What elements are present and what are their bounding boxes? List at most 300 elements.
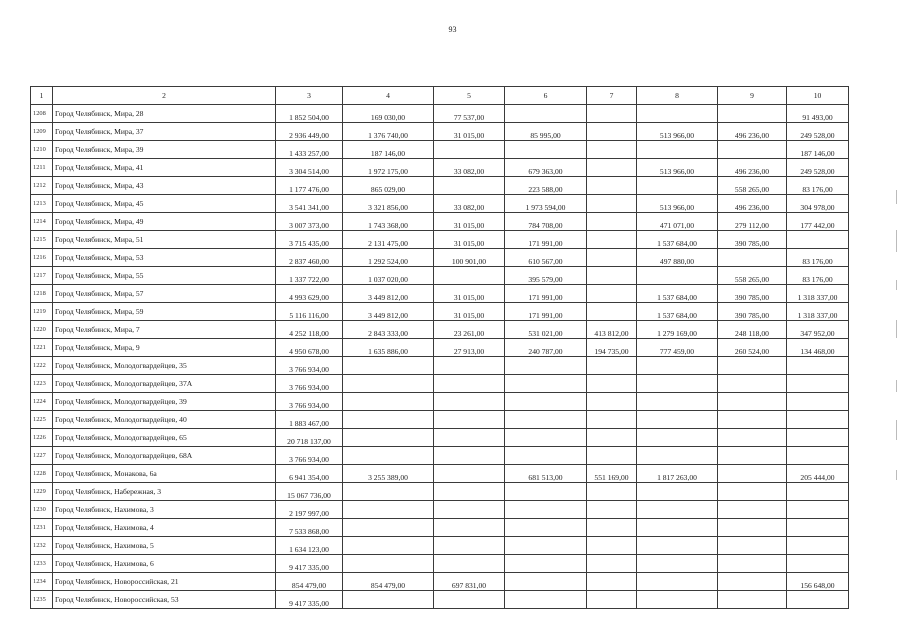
address-cell: Город Челябинск, Мира, 41 <box>53 159 276 177</box>
row-number-cell: 1234 <box>31 573 53 591</box>
value-col-3-cell: 3 304 514,00 <box>276 159 343 177</box>
table-row <box>31 141 849 159</box>
table-row <box>31 555 849 573</box>
value-col-9-cell <box>718 555 787 573</box>
value-col-9-cell: 390 785,00 <box>718 231 787 249</box>
row-number-cell: 1232 <box>31 537 53 555</box>
value-col-8-cell: 513 966,00 <box>637 159 718 177</box>
value-col-10-cell: 249 528,00 <box>787 123 849 141</box>
value-col-8-cell <box>637 555 718 573</box>
table-row <box>31 123 849 141</box>
value-col-6-cell <box>505 393 587 411</box>
value-col-10-cell <box>787 483 849 501</box>
value-col-10-cell: 156 648,00 <box>787 573 849 591</box>
value-col-3-cell: 3 541 341,00 <box>276 195 343 213</box>
address-cell: Город Челябинск, Молодогвардейцев, 37А <box>53 375 276 393</box>
value-col-10-cell: 304 978,00 <box>787 195 849 213</box>
value-col-10-cell: 1 318 337,00 <box>787 285 849 303</box>
value-col-6-cell: 171 991,00 <box>505 231 587 249</box>
value-col-5-cell <box>434 501 505 519</box>
table-row <box>31 303 849 321</box>
row-number-cell: 1235 <box>31 591 53 609</box>
value-col-4-cell: 1 037 020,00 <box>343 267 434 285</box>
table-row <box>31 195 849 213</box>
value-col-10-cell <box>787 375 849 393</box>
value-col-6-cell: 171 991,00 <box>505 303 587 321</box>
value-col-9-cell <box>718 591 787 609</box>
address-cell: Город Челябинск, Мира, 28 <box>53 105 276 123</box>
value-col-3-cell: 3 007 373,00 <box>276 213 343 231</box>
address-cell: Город Челябинск, Мира, 53 <box>53 249 276 267</box>
value-col-4-cell: 1 972 175,00 <box>343 159 434 177</box>
value-col-6-cell: 681 513,00 <box>505 465 587 483</box>
row-number-cell: 1223 <box>31 375 53 393</box>
value-col-8-cell <box>637 357 718 375</box>
value-col-3-cell: 3 766 934,00 <box>276 447 343 465</box>
column-header: 2 <box>53 87 276 105</box>
row-number-cell: 1212 <box>31 177 53 195</box>
value-col-10-cell <box>787 429 849 447</box>
table-row <box>31 177 849 195</box>
value-col-8-cell: 513 966,00 <box>637 123 718 141</box>
address-cell: Город Челябинск, Новороссийская, 21 <box>53 573 276 591</box>
column-header: 3 <box>276 87 343 105</box>
value-col-6-cell: 85 995,00 <box>505 123 587 141</box>
value-col-10-cell: 83 176,00 <box>787 267 849 285</box>
value-col-10-cell: 91 493,00 <box>787 105 849 123</box>
table-row <box>31 411 849 429</box>
value-col-10-cell: 347 952,00 <box>787 321 849 339</box>
row-number-cell: 1222 <box>31 357 53 375</box>
value-col-9-cell <box>718 411 787 429</box>
value-col-3-cell: 1 852 504,00 <box>276 105 343 123</box>
table-row <box>31 375 849 393</box>
value-col-7-cell <box>587 591 637 609</box>
column-header: 1 <box>31 87 53 105</box>
value-col-5-cell: 27 913,00 <box>434 339 505 357</box>
value-col-5-cell: 697 831,00 <box>434 573 505 591</box>
value-col-7-cell <box>587 483 637 501</box>
value-col-8-cell: 1 279 169,00 <box>637 321 718 339</box>
value-col-6-cell: 784 708,00 <box>505 213 587 231</box>
address-cell: Город Челябинск, Мира, 51 <box>53 231 276 249</box>
value-col-3-cell: 4 993 629,00 <box>276 285 343 303</box>
value-col-9-cell: 279 112,00 <box>718 213 787 231</box>
value-col-9-cell <box>718 537 787 555</box>
value-col-8-cell: 1 537 684,00 <box>637 285 718 303</box>
value-col-4-cell: 2 131 475,00 <box>343 231 434 249</box>
value-col-4-cell: 187 146,00 <box>343 141 434 159</box>
value-col-5-cell: 31 015,00 <box>434 123 505 141</box>
row-number-cell: 1230 <box>31 501 53 519</box>
value-col-8-cell: 513 966,00 <box>637 195 718 213</box>
value-col-6-cell <box>505 357 587 375</box>
row-number-cell: 1225 <box>31 411 53 429</box>
value-col-4-cell <box>343 447 434 465</box>
value-col-8-cell: 1 537 684,00 <box>637 303 718 321</box>
value-col-5-cell <box>434 555 505 573</box>
table-row <box>31 537 849 555</box>
value-col-6-cell <box>505 501 587 519</box>
value-col-10-cell <box>787 555 849 573</box>
value-col-4-cell: 3 449 812,00 <box>343 303 434 321</box>
value-col-6-cell: 395 579,00 <box>505 267 587 285</box>
table-row <box>31 465 849 483</box>
row-number-cell: 1231 <box>31 519 53 537</box>
table-row <box>31 339 849 357</box>
value-col-5-cell <box>434 465 505 483</box>
value-col-10-cell: 134 468,00 <box>787 339 849 357</box>
address-cell: Город Челябинск, Мира, 39 <box>53 141 276 159</box>
value-col-3-cell: 20 718 137,00 <box>276 429 343 447</box>
value-col-5-cell: 100 901,00 <box>434 249 505 267</box>
row-number-cell: 1209 <box>31 123 53 141</box>
value-col-7-cell <box>587 213 637 231</box>
value-col-9-cell: 496 236,00 <box>718 195 787 213</box>
value-col-10-cell <box>787 591 849 609</box>
value-col-5-cell: 33 082,00 <box>434 159 505 177</box>
value-col-9-cell <box>718 249 787 267</box>
value-col-8-cell <box>637 177 718 195</box>
value-col-5-cell <box>434 375 505 393</box>
value-col-3-cell: 9 417 335,00 <box>276 591 343 609</box>
table-row <box>31 393 849 411</box>
address-cell: Город Челябинск, Молодогвардейцев, 35 <box>53 357 276 375</box>
value-col-9-cell <box>718 519 787 537</box>
table-row <box>31 105 849 123</box>
value-col-7-cell <box>587 159 637 177</box>
table-row <box>31 591 849 609</box>
value-col-4-cell: 3 255 389,00 <box>343 465 434 483</box>
value-col-3-cell: 854 479,00 <box>276 573 343 591</box>
value-col-6-cell <box>505 591 587 609</box>
row-number-cell: 1224 <box>31 393 53 411</box>
value-col-4-cell <box>343 555 434 573</box>
value-col-6-cell: 610 567,00 <box>505 249 587 267</box>
value-col-9-cell: 248 118,00 <box>718 321 787 339</box>
value-col-7-cell <box>587 123 637 141</box>
value-col-4-cell: 854 479,00 <box>343 573 434 591</box>
value-col-8-cell: 1 817 263,00 <box>637 465 718 483</box>
value-col-9-cell: 390 785,00 <box>718 303 787 321</box>
value-col-4-cell <box>343 429 434 447</box>
row-number-cell: 1213 <box>31 195 53 213</box>
value-col-8-cell <box>637 573 718 591</box>
value-col-9-cell: 496 236,00 <box>718 123 787 141</box>
address-cell: Город Челябинск, Мира, 37 <box>53 123 276 141</box>
value-col-4-cell: 1 743 368,00 <box>343 213 434 231</box>
address-cell: Город Челябинск, Новороссийская, 53 <box>53 591 276 609</box>
value-col-8-cell <box>637 447 718 465</box>
value-col-6-cell: 1 973 594,00 <box>505 195 587 213</box>
value-col-9-cell <box>718 393 787 411</box>
value-col-7-cell <box>587 303 637 321</box>
value-col-7-cell <box>587 267 637 285</box>
value-col-9-cell <box>718 483 787 501</box>
value-col-7-cell <box>587 249 637 267</box>
column-header: 9 <box>718 87 787 105</box>
value-col-3-cell: 1 433 257,00 <box>276 141 343 159</box>
value-col-10-cell <box>787 447 849 465</box>
value-col-3-cell: 3 766 934,00 <box>276 357 343 375</box>
row-number-cell: 1210 <box>31 141 53 159</box>
row-number-cell: 1217 <box>31 267 53 285</box>
value-col-8-cell: 471 071,00 <box>637 213 718 231</box>
column-header: 7 <box>587 87 637 105</box>
value-col-7-cell <box>587 177 637 195</box>
value-col-9-cell <box>718 141 787 159</box>
value-col-3-cell: 4 252 118,00 <box>276 321 343 339</box>
value-col-3-cell: 9 417 335,00 <box>276 555 343 573</box>
address-cell: Город Челябинск, Мира, 9 <box>53 339 276 357</box>
row-number-cell: 1208 <box>31 105 53 123</box>
value-col-8-cell <box>637 105 718 123</box>
value-col-10-cell <box>787 393 849 411</box>
value-col-5-cell <box>434 483 505 501</box>
value-col-9-cell <box>718 357 787 375</box>
value-col-9-cell <box>718 105 787 123</box>
value-col-7-cell: 413 812,00 <box>587 321 637 339</box>
column-header: 5 <box>434 87 505 105</box>
address-cell: Город Челябинск, Мира, 43 <box>53 177 276 195</box>
value-col-8-cell: 1 537 684,00 <box>637 231 718 249</box>
value-col-9-cell: 390 785,00 <box>718 285 787 303</box>
address-cell: Город Челябинск, Мира, 55 <box>53 267 276 285</box>
scan-margin-marks <box>896 170 899 520</box>
value-col-10-cell: 187 146,00 <box>787 141 849 159</box>
value-col-7-cell <box>587 285 637 303</box>
value-col-3-cell: 7 533 868,00 <box>276 519 343 537</box>
value-col-5-cell <box>434 429 505 447</box>
value-col-5-cell <box>434 357 505 375</box>
address-cell: Город Челябинск, Мира, 49 <box>53 213 276 231</box>
value-col-5-cell: 23 261,00 <box>434 321 505 339</box>
value-col-4-cell <box>343 357 434 375</box>
value-col-7-cell <box>587 195 637 213</box>
address-cell: Город Челябинск, Молодогвардейцев, 39 <box>53 393 276 411</box>
value-col-7-cell <box>587 555 637 573</box>
page-number: 93 <box>448 25 457 34</box>
value-col-3-cell: 1 883 467,00 <box>276 411 343 429</box>
column-header: 8 <box>637 87 718 105</box>
value-col-6-cell: 223 588,00 <box>505 177 587 195</box>
value-col-4-cell <box>343 537 434 555</box>
value-col-3-cell: 2 197 997,00 <box>276 501 343 519</box>
value-col-9-cell: 260 524,00 <box>718 339 787 357</box>
row-number-cell: 1211 <box>31 159 53 177</box>
value-col-10-cell <box>787 501 849 519</box>
column-header: 10 <box>787 87 849 105</box>
table-row <box>31 321 849 339</box>
value-col-6-cell <box>505 483 587 501</box>
value-col-6-cell <box>505 519 587 537</box>
row-number-cell: 1219 <box>31 303 53 321</box>
address-cell: Город Челябинск, Монакова, 6а <box>53 465 276 483</box>
value-col-6-cell <box>505 555 587 573</box>
value-col-6-cell: 531 021,00 <box>505 321 587 339</box>
value-col-5-cell <box>434 177 505 195</box>
value-col-6-cell <box>505 141 587 159</box>
row-number-cell: 1216 <box>31 249 53 267</box>
value-col-10-cell <box>787 231 849 249</box>
value-col-4-cell <box>343 483 434 501</box>
value-col-4-cell: 169 030,00 <box>343 105 434 123</box>
table-row <box>31 501 849 519</box>
value-col-3-cell: 5 116 116,00 <box>276 303 343 321</box>
value-col-3-cell: 2 837 460,00 <box>276 249 343 267</box>
value-col-4-cell: 3 321 856,00 <box>343 195 434 213</box>
value-col-6-cell <box>505 375 587 393</box>
value-col-8-cell <box>637 591 718 609</box>
address-cell: Город Челябинск, Мира, 59 <box>53 303 276 321</box>
value-col-5-cell <box>434 141 505 159</box>
address-cell: Город Челябинск, Нахимова, 6 <box>53 555 276 573</box>
value-col-7-cell <box>587 537 637 555</box>
table-row <box>31 447 849 465</box>
table-row <box>31 519 849 537</box>
value-col-7-cell <box>587 141 637 159</box>
value-col-5-cell: 33 082,00 <box>434 195 505 213</box>
value-col-4-cell <box>343 393 434 411</box>
table-row <box>31 249 849 267</box>
address-cell: Город Челябинск, Мира, 57 <box>53 285 276 303</box>
value-col-4-cell: 1 376 740,00 <box>343 123 434 141</box>
value-col-7-cell <box>587 357 637 375</box>
value-col-5-cell <box>434 537 505 555</box>
value-col-7-cell <box>587 105 637 123</box>
value-col-5-cell <box>434 393 505 411</box>
value-col-10-cell: 205 444,00 <box>787 465 849 483</box>
value-col-7-cell <box>587 393 637 411</box>
value-col-3-cell: 1 634 123,00 <box>276 537 343 555</box>
value-col-7-cell <box>587 519 637 537</box>
value-col-4-cell: 3 449 812,00 <box>343 285 434 303</box>
row-number-cell: 1228 <box>31 465 53 483</box>
value-col-3-cell: 6 941 354,00 <box>276 465 343 483</box>
value-col-4-cell <box>343 591 434 609</box>
value-col-6-cell <box>505 573 587 591</box>
value-col-6-cell <box>505 537 587 555</box>
table-row <box>31 267 849 285</box>
value-col-6-cell: 679 363,00 <box>505 159 587 177</box>
value-col-4-cell: 1 635 886,00 <box>343 339 434 357</box>
row-number-cell: 1215 <box>31 231 53 249</box>
value-col-6-cell <box>505 411 587 429</box>
row-number-cell: 1220 <box>31 321 53 339</box>
value-col-3-cell: 1 337 722,00 <box>276 267 343 285</box>
address-cell: Город Челябинск, Мира, 45 <box>53 195 276 213</box>
value-col-3-cell: 1 177 476,00 <box>276 177 343 195</box>
value-col-5-cell <box>434 411 505 429</box>
value-col-8-cell <box>637 141 718 159</box>
row-number-cell: 1218 <box>31 285 53 303</box>
value-col-10-cell <box>787 519 849 537</box>
value-col-8-cell <box>637 267 718 285</box>
value-col-5-cell <box>434 591 505 609</box>
value-col-10-cell: 177 442,00 <box>787 213 849 231</box>
value-col-8-cell <box>637 429 718 447</box>
value-col-7-cell <box>587 411 637 429</box>
value-col-4-cell: 1 292 524,00 <box>343 249 434 267</box>
row-number-cell: 1221 <box>31 339 53 357</box>
address-cell: Город Челябинск, Нахимова, 5 <box>53 537 276 555</box>
value-col-8-cell <box>637 519 718 537</box>
value-col-9-cell <box>718 447 787 465</box>
header-row <box>31 87 849 105</box>
value-col-10-cell <box>787 537 849 555</box>
value-col-4-cell <box>343 519 434 537</box>
value-col-8-cell <box>637 483 718 501</box>
value-col-5-cell: 31 015,00 <box>434 285 505 303</box>
address-cell: Город Челябинск, Нахимова, 4 <box>53 519 276 537</box>
value-col-4-cell <box>343 501 434 519</box>
value-col-6-cell: 171 991,00 <box>505 285 587 303</box>
value-col-10-cell <box>787 411 849 429</box>
value-col-6-cell <box>505 429 587 447</box>
value-col-6-cell: 240 787,00 <box>505 339 587 357</box>
value-col-5-cell <box>434 447 505 465</box>
data-table <box>30 86 849 609</box>
value-col-8-cell: 497 880,00 <box>637 249 718 267</box>
value-col-7-cell: 551 169,00 <box>587 465 637 483</box>
row-number-cell: 1214 <box>31 213 53 231</box>
value-col-5-cell: 31 015,00 <box>434 213 505 231</box>
table-row <box>31 213 849 231</box>
value-col-3-cell: 2 936 449,00 <box>276 123 343 141</box>
column-header: 6 <box>505 87 587 105</box>
value-col-10-cell: 83 176,00 <box>787 177 849 195</box>
value-col-5-cell: 77 537,00 <box>434 105 505 123</box>
address-cell: Город Челябинск, Молодогвардейцев, 68А <box>53 447 276 465</box>
value-col-7-cell <box>587 501 637 519</box>
value-col-7-cell <box>587 429 637 447</box>
value-col-5-cell: 31 015,00 <box>434 231 505 249</box>
value-col-8-cell: 777 459,00 <box>637 339 718 357</box>
table-row <box>31 285 849 303</box>
value-col-10-cell: 1 318 337,00 <box>787 303 849 321</box>
value-col-7-cell: 194 735,00 <box>587 339 637 357</box>
value-col-9-cell <box>718 429 787 447</box>
address-cell: Город Челябинск, Молодогвардейцев, 40 <box>53 411 276 429</box>
value-col-3-cell: 3 715 435,00 <box>276 231 343 249</box>
row-number-cell: 1227 <box>31 447 53 465</box>
value-col-7-cell <box>587 231 637 249</box>
value-col-7-cell <box>587 375 637 393</box>
address-cell: Город Челябинск, Нахимова, 3 <box>53 501 276 519</box>
table-row <box>31 573 849 591</box>
value-col-4-cell <box>343 411 434 429</box>
column-header: 4 <box>343 87 434 105</box>
value-col-3-cell: 3 766 934,00 <box>276 393 343 411</box>
value-col-10-cell: 83 176,00 <box>787 249 849 267</box>
table-row <box>31 231 849 249</box>
value-col-9-cell <box>718 465 787 483</box>
value-col-5-cell <box>434 519 505 537</box>
value-col-8-cell <box>637 393 718 411</box>
value-col-8-cell <box>637 411 718 429</box>
table-row <box>31 429 849 447</box>
value-col-5-cell <box>434 267 505 285</box>
value-col-9-cell: 558 265,00 <box>718 177 787 195</box>
address-cell: Город Челябинск, Набережная, 3 <box>53 483 276 501</box>
value-col-3-cell: 3 766 934,00 <box>276 375 343 393</box>
value-col-7-cell <box>587 573 637 591</box>
table-row <box>31 483 849 501</box>
value-col-5-cell: 31 015,00 <box>434 303 505 321</box>
value-col-4-cell: 2 843 333,00 <box>343 321 434 339</box>
value-col-7-cell <box>587 447 637 465</box>
value-col-9-cell <box>718 573 787 591</box>
